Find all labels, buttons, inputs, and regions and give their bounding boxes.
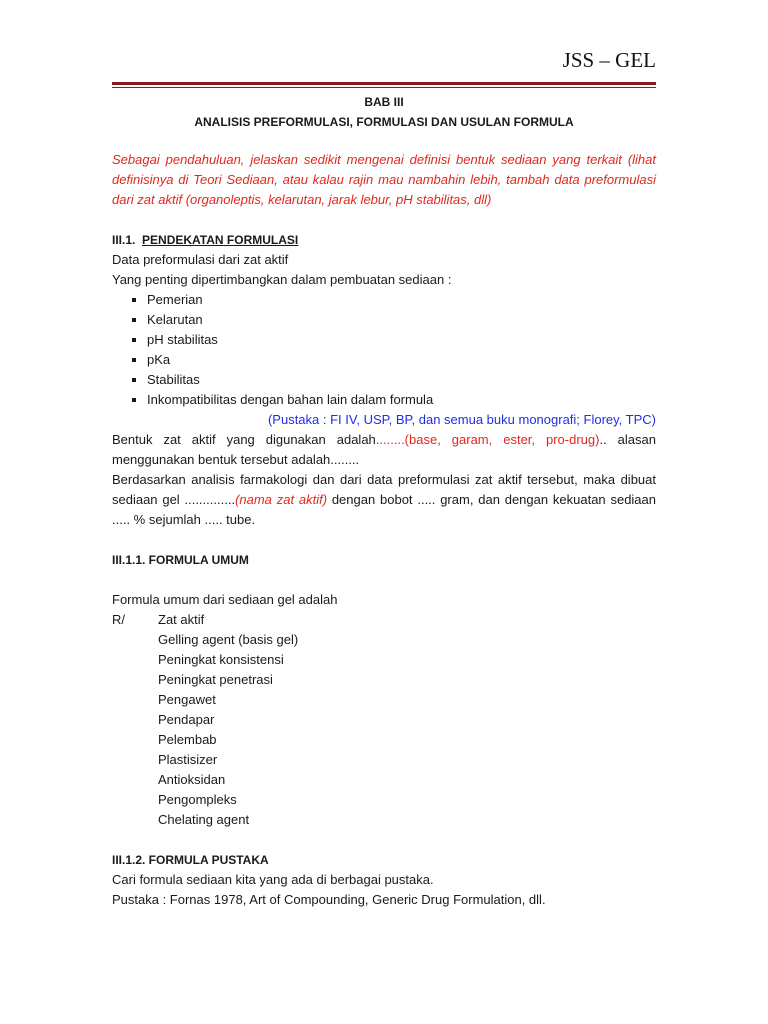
- recipe-symbol: R/: [112, 612, 125, 627]
- header-rule-thin: [112, 87, 656, 88]
- document-header-title: JSS – GEL: [562, 48, 656, 72]
- intro-instruction: Sebagai pendahuluan, jelaskan sedikit mengenai definisi bentuk sediaan yang terkait (lihat definisinya di Teori Sediaan, atau kalau rajin mau nambahin lebih, tambah data preformulasi dari zat aktif (organoleptis, kelarutan, jarak lebur, pH stabilitas, dll): [112, 152, 656, 207]
- section-1-heading: [112, 230, 656, 250]
- list-item: pH stabilitas: [112, 330, 656, 350]
- section-1-line-1: Data preformulasi dari zat aktif: [112, 252, 289, 267]
- formula-first-row: [112, 610, 656, 630]
- chapter-number: BAB III: [364, 95, 404, 109]
- considerations-list: [112, 290, 656, 410]
- list-item: Pemerian: [112, 290, 656, 310]
- list-item: Stabilitas: [112, 370, 656, 390]
- list-item: Gelling agent (basis gel): [158, 632, 299, 647]
- list-item: Pengompleks: [158, 792, 237, 807]
- header-rule-thick: [112, 82, 656, 85]
- section-1-line-2: Yang penting dipertimbangkan dalam pembuatan sediaan :: [112, 272, 452, 287]
- list-item: Antioksidan: [158, 772, 226, 787]
- page-content: [112, 92, 656, 910]
- section-1-2-heading: III.1.2. FORMULA PUSTAKA: [112, 853, 269, 867]
- analysis-paragraph: [112, 470, 656, 530]
- active-form-options: ........(base, garam, ester, pro-drug): [375, 432, 600, 447]
- list-item: Inkompatibilitas dengan bahan lain dalam formula: [112, 390, 656, 410]
- section-1-number: III.1.: [112, 233, 136, 247]
- active-form-text-a: Bentuk zat aktif yang digunakan adalah: [112, 432, 376, 447]
- active-substance-placeholder: (nama zat aktif): [235, 492, 328, 507]
- list-item: pKa: [112, 350, 656, 370]
- section-1-title: PENDEKATAN FORMULASI: [142, 233, 299, 247]
- section-1-2-line-1: Cari formula sediaan kita yang ada di berbagai pustaka.: [112, 872, 434, 887]
- list-item: Pelembab: [158, 732, 217, 747]
- section-1-1-heading: III.1.1. FORMULA UMUM: [112, 553, 249, 567]
- analysis-text-b: dengan bobot ..... gram, dan dengan kekuatan sediaan ..... % sejumlah ..... tube.: [112, 492, 656, 527]
- chapter-title: ANALISIS PREFORMULASI, FORMULASI DAN USULAN FORMULA: [194, 115, 574, 129]
- list-item: Plastisizer: [158, 752, 218, 767]
- list-item: Kelarutan: [112, 310, 656, 330]
- section-1-2-line-2: Pustaka : Fornas 1978, Art of Compounding, Generic Drug Formulation, dll.: [112, 892, 546, 907]
- list-item: Pendapar: [158, 712, 215, 727]
- analysis-text-a: Berdasarkan analisis farmakologi dan dari data preformulasi zat aktif tersebut, maka dibuat sediaan gel ..............: [112, 472, 656, 507]
- list-item: Chelating agent: [158, 812, 250, 827]
- list-item: Peningkat penetrasi: [158, 672, 273, 687]
- list-item: Peningkat konsistensi: [158, 652, 284, 667]
- section-1-1-intro: Formula umum dari sediaan gel adalah: [112, 592, 338, 607]
- list-item: Pengawet: [158, 692, 216, 707]
- list-item: Zat aktif: [158, 612, 205, 627]
- active-form-text-b: .. alasan menggunakan bentuk tersebut adalah........: [112, 432, 656, 467]
- active-form-paragraph: [112, 430, 656, 470]
- reference-note: (Pustaka : FI IV, USP, BP, dan semua buku monografi; Florey, TPC): [267, 412, 656, 427]
